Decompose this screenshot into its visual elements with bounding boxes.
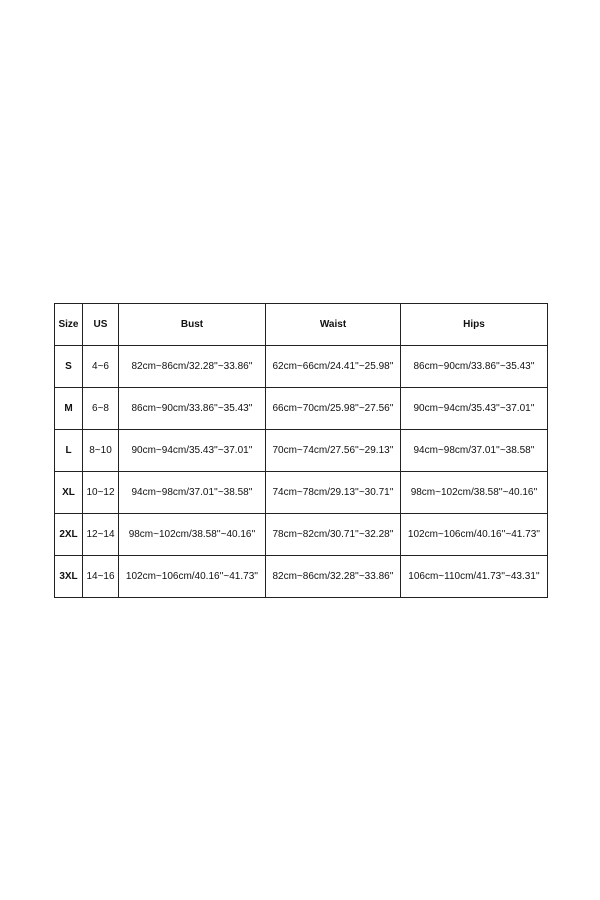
- table-row: [55, 514, 548, 556]
- table-row: [55, 388, 548, 430]
- size-cell: S: [55, 346, 83, 388]
- waist-cell: 66cm~70cm/25.98''~27.56'': [266, 388, 401, 430]
- size-cell: XL: [55, 472, 83, 514]
- waist-cell: 82cm~86cm/32.28''~33.86'': [266, 556, 401, 598]
- us-cell: 4~6: [83, 346, 119, 388]
- size-cell: 2XL: [55, 514, 83, 556]
- hips-cell: 94cm~98cm/37.01''~38.58'': [401, 430, 548, 472]
- bust-cell: 94cm~98cm/37.01''~38.58'': [119, 472, 266, 514]
- us-cell: 10~12: [83, 472, 119, 514]
- us-cell: 6~8: [83, 388, 119, 430]
- size-cell: M: [55, 388, 83, 430]
- waist-cell: 78cm~82cm/30.71''~32.28'': [266, 514, 401, 556]
- us-cell: 8~10: [83, 430, 119, 472]
- hips-cell: 102cm~106cm/40.16''~41.73'': [401, 514, 548, 556]
- header-us: US: [83, 304, 119, 346]
- bust-cell: 90cm~94cm/35.43''~37.01'': [119, 430, 266, 472]
- header-waist: Waist: [266, 304, 401, 346]
- us-cell: 12~14: [83, 514, 119, 556]
- bust-cell: 98cm~102cm/38.58''~40.16'': [119, 514, 266, 556]
- table-row: [55, 556, 548, 598]
- waist-cell: 62cm~66cm/24.41''~25.98'': [266, 346, 401, 388]
- bust-cell: 102cm~106cm/40.16''~41.73'': [119, 556, 266, 598]
- hips-cell: 98cm~102cm/38.58''~40.16'': [401, 472, 548, 514]
- us-cell: 14~16: [83, 556, 119, 598]
- header-hips: Hips: [401, 304, 548, 346]
- header-row: [55, 304, 548, 346]
- waist-cell: 74cm~78cm/29.13''~30.71'': [266, 472, 401, 514]
- bust-cell: 86cm~90cm/33.86''~35.43'': [119, 388, 266, 430]
- bust-cell: 82cm~86cm/32.28''~33.86'': [119, 346, 266, 388]
- size-chart-table: [54, 303, 548, 598]
- size-cell: L: [55, 430, 83, 472]
- table-row: [55, 346, 548, 388]
- hips-cell: 86cm~90cm/33.86''~35.43'': [401, 346, 548, 388]
- waist-cell: 70cm~74cm/27.56''~29.13'': [266, 430, 401, 472]
- header-size: Size: [55, 304, 83, 346]
- header-bust: Bust: [119, 304, 266, 346]
- table-row: [55, 472, 548, 514]
- size-cell: 3XL: [55, 556, 83, 598]
- hips-cell: 106cm~110cm/41.73''~43.31'': [401, 556, 548, 598]
- hips-cell: 90cm~94cm/35.43''~37.01'': [401, 388, 548, 430]
- table-row: [55, 430, 548, 472]
